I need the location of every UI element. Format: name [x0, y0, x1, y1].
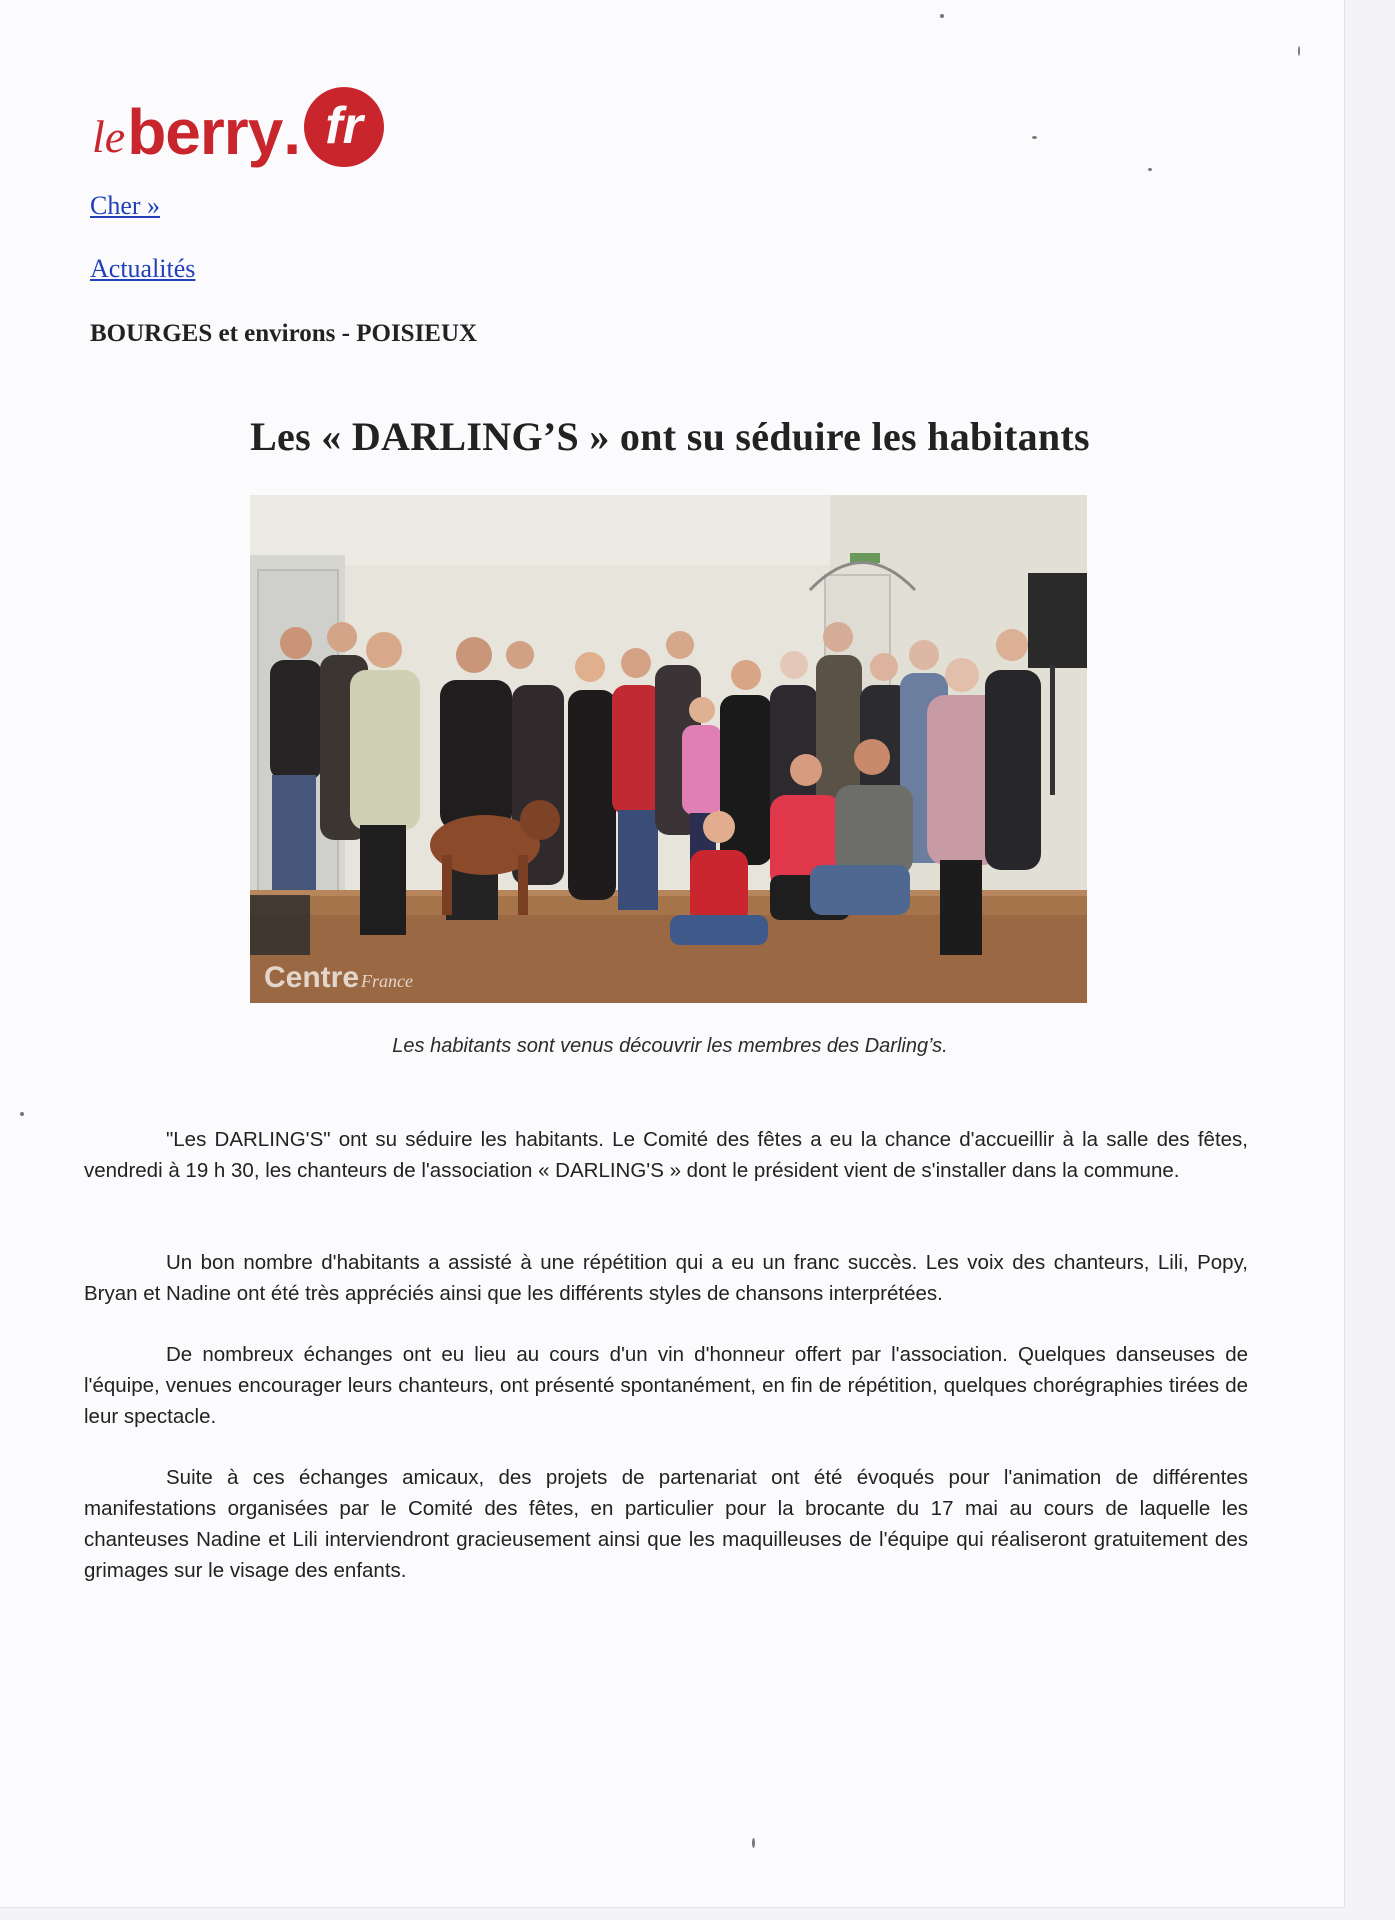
- logo-le: le: [92, 111, 126, 162]
- article-paragraph-4: Suite à ces échanges amicaux, des projets de partenariat ont été évoqués pour l'animation de différentes manifestations organisées par le Comité des fêtes, en particulier pour la brocante du 17 mai au cours de laquelle les chanteuses Nadine et Lili interviendront gracieusement ainsi que les maquilleuses de l'équipe qui réaliseront gratuitement des grimages sur le visage des enfants.: [84, 1466, 1248, 1582]
- logo-dot: .: [283, 96, 302, 168]
- breadcrumb-actualites-link[interactable]: Actualités: [90, 254, 196, 283]
- article-photo: [250, 495, 1087, 1003]
- article-headline: Les « DARLING’S » ont su séduire les habitants: [250, 414, 1090, 459]
- article-paragraph-1: "Les DARLING'S" ont su séduire les habitants. Le Comité des fêtes a eu la chance d'accueillir à la salle des fêtes, vendredi à 19 h 30, les chanteurs de l'association « DARLING'S » dont le président vient de s'installer dans la commune.: [84, 1128, 1248, 1182]
- scan-speck: [1298, 46, 1300, 56]
- logo-fr-badge: fr: [304, 87, 384, 167]
- scan-speck: [20, 1112, 24, 1116]
- logo-berry: berry: [127, 96, 283, 168]
- centre-france-watermark: [264, 961, 413, 995]
- scan-speck: [1148, 168, 1152, 171]
- photo-caption: Les habitants sont venus découvrir les membres des Darling’s.: [392, 1035, 948, 1057]
- scan-speck: [1032, 136, 1037, 139]
- article-paragraph-3: De nombreux échanges ont eu lieu au cours d'un vin d'honneur offert par l'association. Quelques danseuses de l'équipe, venues encourager leurs chanteurs, ont présenté spontanément, en fin de répétition, quelques chorégraphies tirées de leur spectacle.: [84, 1343, 1248, 1428]
- article-paragraph-2: Un bon nombre d'habitants a assisté à une répétition qui a eu un franc succès. Les voix des chanteurs, Lili, Popy, Bryan et Nadine ont été très appréciés ainsi que les différents styles de chansons interprétées.: [84, 1251, 1248, 1305]
- scan-speck: [940, 14, 944, 18]
- breadcrumb-cher-link[interactable]: Cher »: [90, 191, 161, 220]
- scan-speck: [752, 1838, 755, 1848]
- group-photo-icon: [250, 495, 1087, 1003]
- watermark-main: Centre: [264, 961, 360, 994]
- watermark-sub: France: [361, 971, 414, 991]
- leberry-logo[interactable]: [92, 80, 384, 170]
- article-rubric: BOURGES et environs - POISIEUX: [90, 320, 478, 347]
